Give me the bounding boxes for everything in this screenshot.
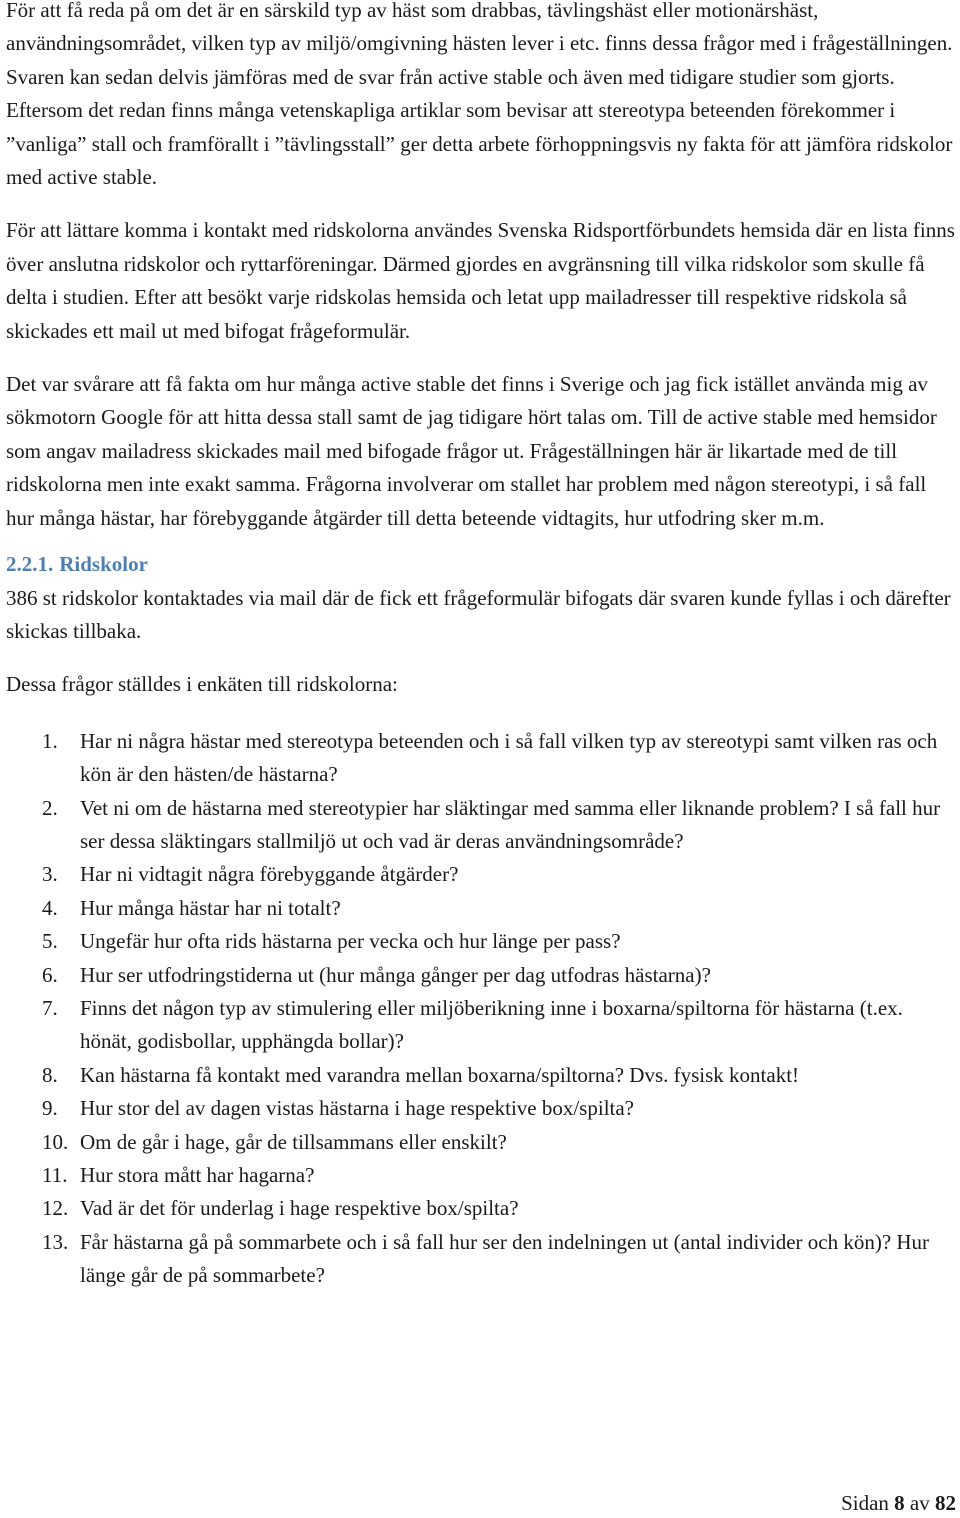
question-number: 2. xyxy=(42,795,58,820)
list-item xyxy=(6,1126,956,1159)
list-item xyxy=(6,1192,956,1225)
page-number-footer xyxy=(841,1490,956,1516)
question-text: Hur många hästar har ni totalt? xyxy=(80,895,341,920)
paragraph-active-stable: Det var svårare att få fakta om hur många active stable det finns i Sverige och jag fick istället använda mig av sökmotorn Google för att hitta dessa stall samt de jag tidigare hört talas om. Till de active stable med hemsidor som angav mailadress skickades mail med bifogade frågor ut. Frågeställningen här är likartade med de till ridskolorna men inte exakt samma. Frågorna involverar om stallet har problem med någon stereotypi, i så fall hur många hästar, har förebyggande åtgärder till detta beteende vidtagits, hur utfodring sker m.m. xyxy=(6,372,937,530)
section-heading xyxy=(6,548,956,581)
question-text: Hur stor del av dagen vistas hästarna i hage respektive box/spilta? xyxy=(80,1096,634,1121)
question-number: 12. xyxy=(42,1196,69,1221)
question-number: 7. xyxy=(42,995,58,1020)
questions-list xyxy=(6,725,956,1293)
question-number: 5. xyxy=(42,929,58,954)
question-text: Finns det någon typ av stimulering eller miljöberikning inne i boxarna/spiltorna för hästarna (t.ex. hönät, godisbollar, upphängda bollar)? xyxy=(80,995,903,1054)
question-text: Har ni några hästar med stereotypa beteenden och i så fall vilken typ av stereotypi samt vilken ras och kön är den hästen/de hästarna? xyxy=(80,728,938,787)
list-item xyxy=(6,1059,956,1092)
question-text: Hur stora mått har hagarna? xyxy=(80,1163,315,1187)
question-number: 1. xyxy=(42,728,58,753)
question-number: 6. xyxy=(42,962,58,987)
section-intro: 386 st ridskolor kontaktades via mail där de fick ett frågeformulär bifogats där svaren kunde fyllas i och därefter skickas tillbaka. xyxy=(6,585,951,643)
question-text: Får hästarna gå på sommarbete och i så fall hur ser den indelningen ut (antal individer och kön)? Hur länge går de på sommarbete? xyxy=(80,1229,930,1288)
question-text: Vet ni om de hästarna med stereotypier har släktingar med samma eller liknande problem? I så fall hur ser dessa släktingars stallmiljö ut och vad är deras användningsområde? xyxy=(80,795,941,853)
list-item xyxy=(6,925,956,958)
list-item xyxy=(6,1226,956,1293)
document-page xyxy=(6,0,956,1293)
list-item xyxy=(6,959,956,992)
question-number: 4. xyxy=(42,895,58,920)
list-item xyxy=(6,892,956,925)
paragraph-purpose: För att få reda på om det är en särskild typ av häst som drabbas, tävlingshäst eller motionärshäst, användningsområdet, vilken typ av miljö/omgivning hästen lever i etc. finns dessa frågor med i frågeställningen. Svaren kan sedan delvis jämföras med de svar från active stable och även med tidigare studier som gjorts. Eftersom det redan finns många vetenskapliga artiklar som bevisar att stereotypa beteenden förekommer i ”vanliga” stall och framförallt i ”tävlingsstall” ger detta arbete förhoppningsvis ny fakta för att jämföra ridskolor med active stable. xyxy=(6,0,953,190)
page-separator: av xyxy=(909,1491,930,1515)
question-number: 3. xyxy=(42,862,58,887)
question-number: 11. xyxy=(42,1163,68,1187)
list-item xyxy=(6,792,956,859)
list-item xyxy=(6,725,956,792)
list-item xyxy=(6,858,956,891)
list-item xyxy=(6,1159,956,1192)
current-page-number: 8 xyxy=(894,1491,905,1515)
question-text: Vad är det för underlag i hage respektive box/spilta? xyxy=(80,1196,519,1221)
section-number: 2.2.1. xyxy=(6,552,54,577)
question-number: 9. xyxy=(42,1096,58,1121)
list-item xyxy=(6,1092,956,1125)
question-number: 8. xyxy=(42,1062,58,1087)
paragraph-ridskolor-contact: För att lättare komma i kontakt med ridskolorna användes Svenska Ridsportförbundets hemsida där en lista finns över anslutna ridskolor och ryttarföreningar. Därmed gjordes en avgränsning till vilka ridskolor som skulle få delta i studien. Efter att besökt varje ridskolas hemsida och letat upp mailadresser till respektive ridskola så skickades ett mail ut med bifogat frågeformulär. xyxy=(6,218,955,343)
list-item xyxy=(6,992,956,1059)
question-number: 10. xyxy=(42,1129,69,1154)
question-text: Hur ser utfodringstiderna ut (hur många gånger per dag utfodras hästarna)? xyxy=(80,962,711,987)
question-text: Om de går i hage, går de tillsammans eller enskilt? xyxy=(80,1129,507,1154)
question-text: Ungefär hur ofta rids hästarna per vecka och hur länge per pass? xyxy=(80,929,621,954)
total-pages-number: 82 xyxy=(935,1491,956,1515)
question-text: Kan hästarna få kontakt med varandra mellan boxarna/spiltorna? Dvs. fysisk kontakt! xyxy=(80,1062,800,1087)
question-text: Har ni vidtagit några förebyggande åtgärder? xyxy=(80,862,459,887)
page-label: Sidan xyxy=(841,1491,889,1515)
questions-label: Dessa frågor ställdes i enkäten till ridskolorna: xyxy=(6,672,398,697)
question-number: 13. xyxy=(42,1229,69,1254)
section-title: Ridskolor xyxy=(59,552,148,577)
